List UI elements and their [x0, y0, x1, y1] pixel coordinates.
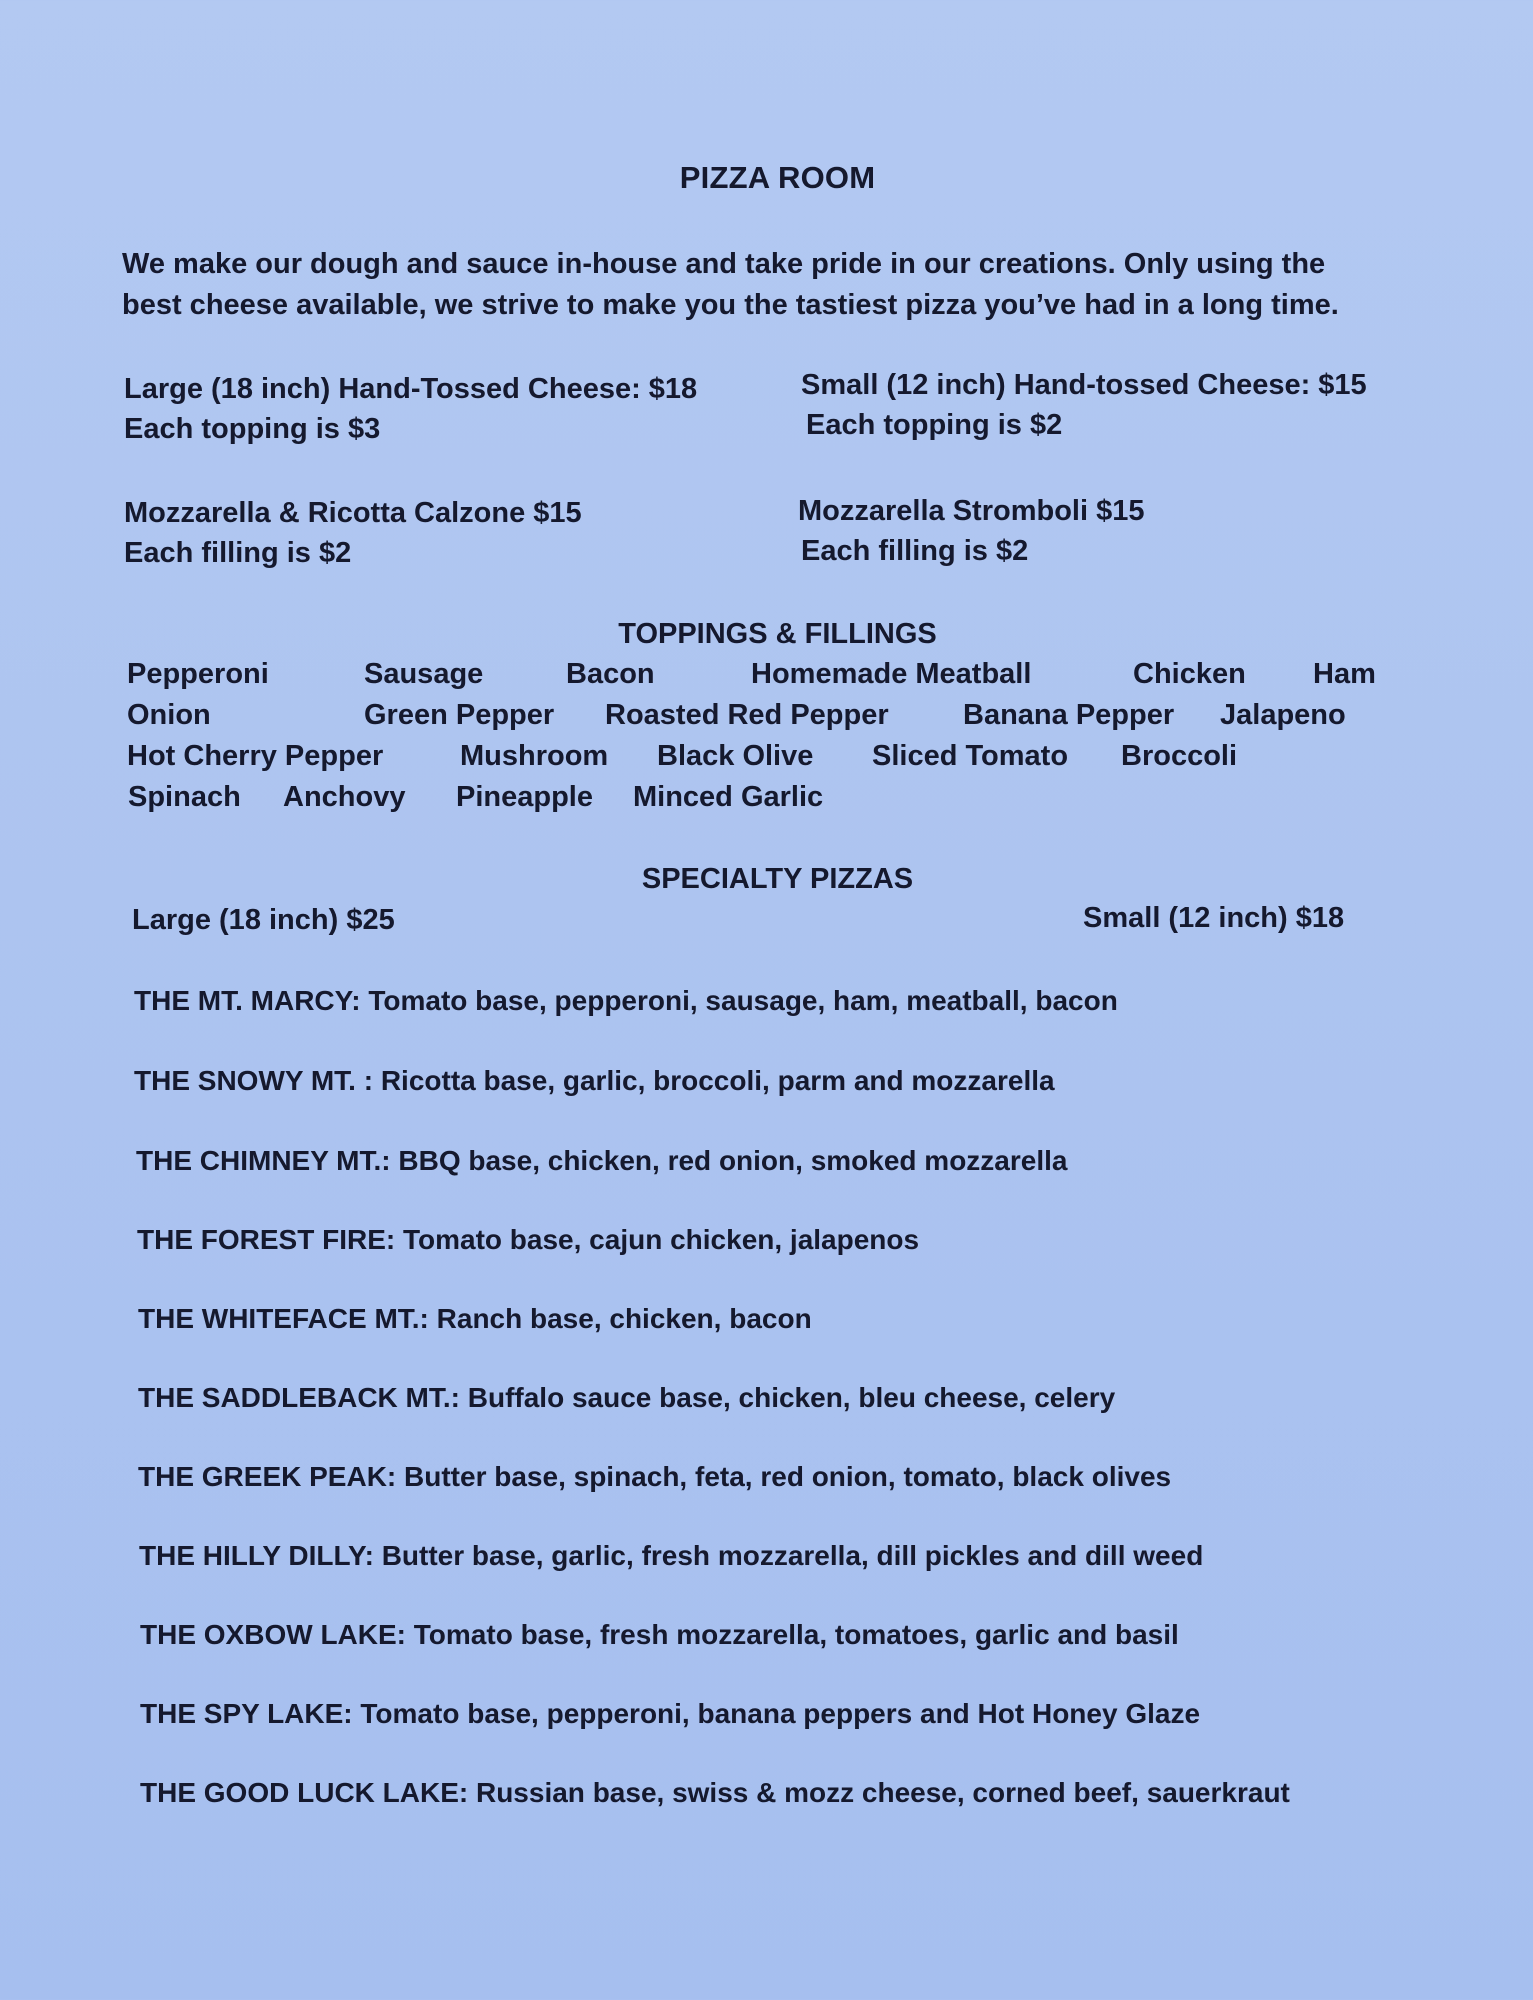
topping-item: Ham [1313, 658, 1376, 690]
specialty-pizza-item: THE MT. MARCY: Tomato base, pepperoni, sausage, ham, meatball, bacon [134, 985, 1118, 1016]
topping-item: Onion [127, 699, 211, 731]
specialty-pizza-item: THE SNOWY MT. : Ricotta base, garlic, broccoli, parm and mozzarella [134, 1065, 1055, 1096]
topping-item: Bacon [566, 658, 655, 690]
toppings-row [0, 699, 1533, 739]
intro-line: We make our dough and sauce in-house and take pride in our creations. Only using the [122, 248, 1326, 280]
specialty-pizza-item: THE CHIMNEY MT.: BBQ base, chicken, red onion, smoked mozzarella [136, 1145, 1068, 1176]
topping-item: Minced Garlic [633, 781, 824, 813]
topping-item: Black Olive [657, 740, 814, 772]
calzone-price [124, 493, 582, 573]
topping-item: Roasted Red Pepper [605, 699, 889, 731]
topping-item: Sausage [364, 658, 484, 690]
specialty-pizza-item: THE FOREST FIRE: Tomato base, cajun chicken, jalapenos [137, 1224, 920, 1255]
intro-line: best cheese available, we strive to make you the tastiest pizza you’ve had in a long time. [122, 289, 1339, 321]
menu-title: PIZZA ROOM [679, 160, 876, 195]
topping-item: Hot Cherry Pepper [127, 740, 384, 772]
specialty-heading: SPECIALTY PIZZAS [641, 863, 914, 895]
large-cheese-label: Large (18 inch) Hand-Tossed Cheese: $18 [124, 373, 698, 405]
specialty-pizza-item: THE GREEK PEAK: Butter base, spinach, feta, red onion, tomato, black olives [138, 1461, 1172, 1492]
stromboli-price [798, 491, 1145, 571]
topping-item: Chicken [1133, 658, 1246, 690]
topping-item: Spinach [128, 781, 241, 813]
toppings-row [0, 740, 1533, 780]
topping-item: Jalapeno [1220, 699, 1346, 731]
small-topping-label: Each topping is $2 [806, 409, 1063, 441]
topping-item: Pineapple [456, 781, 593, 813]
toppings-heading: TOPPINGS & FILLINGS [618, 618, 937, 650]
calzone-filling-label: Each filling is $2 [124, 537, 352, 569]
specialty-pizza-item: THE OXBOW LAKE: Tomato base, fresh mozzarella, tomatoes, garlic and basil [140, 1619, 1179, 1650]
small-cheese-label: Small (12 inch) Hand-tossed Cheese: $15 [801, 369, 1367, 401]
specialty-pizza-item: THE GOOD LUCK LAKE: Russian base, swiss & mozz cheese, corned beef, sauerkraut [140, 1777, 1290, 1808]
toppings-row [0, 781, 1533, 821]
topping-item: Sliced Tomato [872, 740, 1069, 772]
stromboli-filling-label: Each filling is $2 [801, 535, 1029, 567]
calzone-label: Mozzarella & Ricotta Calzone $15 [124, 497, 582, 529]
specialty-pizza-item: THE WHITEFACE MT.: Ranch base, chicken, bacon [138, 1303, 812, 1334]
large-topping-label: Each topping is $3 [124, 413, 381, 445]
stromboli-label: Mozzarella Stromboli $15 [798, 495, 1145, 527]
specialty-small-price: Small (12 inch) $18 [1083, 902, 1345, 934]
specialty-large-price: Large (18 inch) $25 [132, 904, 395, 936]
small-cheese-price [801, 365, 1367, 445]
specialty-pizza-item: THE HILLY DILLY: Butter base, garlic, fresh mozzarella, dill pickles and dill weed [139, 1540, 1204, 1571]
topping-item: Pepperoni [127, 658, 269, 690]
specialty-pizza-item: THE SPY LAKE: Tomato base, pepperoni, banana peppers and Hot Honey Glaze [140, 1698, 1201, 1729]
specialty-pizza-item: THE SADDLEBACK MT.: Buffalo sauce base, chicken, bleu cheese, celery [138, 1382, 1116, 1413]
large-cheese-price [124, 369, 697, 449]
topping-item: Banana Pepper [963, 699, 1175, 731]
intro-paragraph [122, 244, 1442, 326]
topping-item: Homemade Meatball [751, 658, 1032, 690]
topping-item: Broccoli [1121, 740, 1238, 772]
toppings-row [0, 658, 1533, 698]
topping-item: Mushroom [460, 740, 609, 772]
topping-item: Green Pepper [364, 699, 555, 731]
topping-item: Anchovy [283, 781, 406, 813]
